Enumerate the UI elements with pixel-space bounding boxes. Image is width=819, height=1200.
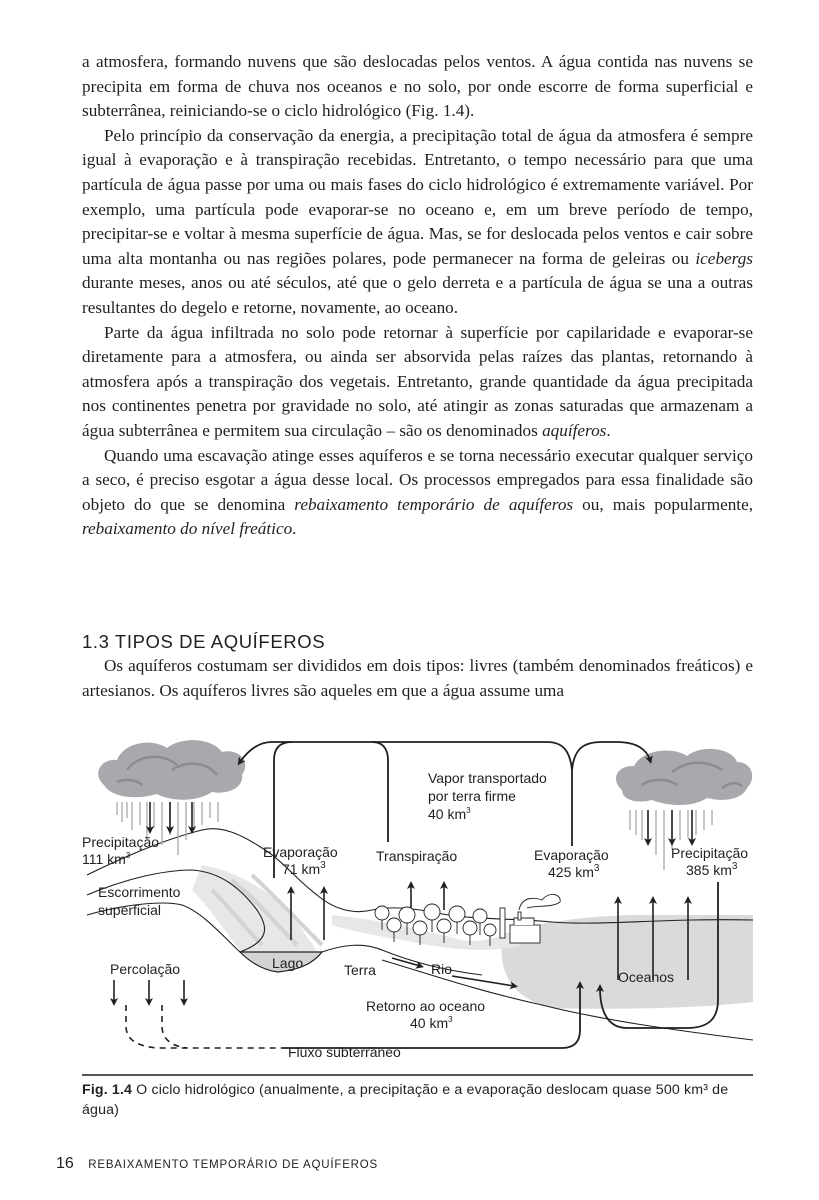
paragraph <box>82 444 753 542</box>
percolation-label: Percolação <box>110 961 181 977</box>
return-label: Retorno ao oceano <box>366 998 486 1014</box>
river-label: Rio <box>431 961 453 977</box>
precip-ocean-value: 385 $km^3$ <box>686 861 738 878</box>
runoff-label-1: Escorrimento <box>98 884 181 900</box>
precip-ocean-label: Precipitação <box>671 845 749 861</box>
body-text-section <box>82 654 753 703</box>
vapor-value: 40 $km^3$ <box>428 806 471 822</box>
figure-caption-text: O ciclo hidrológico (anualmente, a precipitação e a evaporação deslocam quase 500 km³ de água) <box>82 1082 729 1118</box>
text-run: Os aquíferos costumam ser divididos em dois tipos: livres (também denominados freáticos) e artesianos. Os aquíferos livres são aqueles em que a água assume uma <box>82 656 753 700</box>
vapor-label-2: por terra firme <box>428 788 516 804</box>
paragraph <box>82 321 753 444</box>
text-run: Parte da água infiltrada no solo pode retornar à superfície por capilaridade e evaporar-se diretamente para a atmosfera, ou ainda ser absorvida pelas raízes das plantas, retornando à atmosfera após a transpiração dos vegetais. Entretanto, grande quantidade da água precipitada nos continentes penetra por gravidade no solo, até atingir as zonas saturadas que armazenam a água subterrânea e permitem sua circulação – são os denominados <box>82 322 753 440</box>
evap-ocean-label: Evaporação <box>534 847 609 863</box>
text-run: durante meses, anos ou até séculos, até que o gelo derreta e a partícula de água se una a outras resultantes do degelo e retorne, novamente, ao oceano. <box>82 273 753 317</box>
groundwater-label: Fluxo subterrâneo <box>288 1044 401 1060</box>
figure-caption-label: Fig. 1.4 <box>82 1082 133 1098</box>
rain-ocean <box>630 810 712 870</box>
emphasized-text: aquíferos <box>542 420 607 440</box>
evap-land-label: Evaporação <box>263 844 338 860</box>
running-title: REBAIXAMENTO TEMPORÁRIO DE AQUÍFEROS <box>88 1159 378 1171</box>
evap-land-value: 71 $km^3$ <box>282 860 326 877</box>
evap-ocean-value: 425 $km^3$ <box>548 863 600 880</box>
paragraph <box>82 124 753 321</box>
text-run: ou, mais popularmente, <box>573 494 753 514</box>
page-number: 16 <box>56 1155 74 1172</box>
oceans-label: Oceanos <box>618 969 675 985</box>
paragraph <box>82 654 753 703</box>
transpiration-label: Transpiração <box>376 848 458 864</box>
cloud-land-icon <box>98 740 245 800</box>
cloud-ocean-icon <box>616 749 752 805</box>
hydrologic-cycle-diagram <box>82 730 753 1075</box>
text-run: a atmosfera, formando nuvens que são deslocadas pelos ventos. A água contida nas nuvens se precipita em forma de chuva nos oceanos e no solo, por onde escorre de forma superficial e subterrânea, reiniciando-se o ciclo hidrológico (Fig. 1.4). <box>82 52 753 121</box>
vapor-label-1: Vapor transportado <box>428 770 547 786</box>
text-run: . <box>606 420 611 440</box>
text-run: . <box>292 519 297 539</box>
text-run: Pelo princípio da conservação da energia, a precipitação total de água da atmosfera é sempre igual à evaporação e à transpiração recebidas. Entretanto, o tempo necessário para que uma partícula de água passe por uma ou mais fases do ciclo hidrológico é extremamente variável. Por exemplo, uma partícula pode evaporar-se no oceano e, em um breve período de tempo, precipitar-se e voltar à mesma superfície de água. Mas, se for deslocada pelos ventos e cair sobre uma alta montanha ou nas regiões polares, pode permanecer na forma de geleiras ou <box>82 125 753 268</box>
land-label: Terra <box>344 962 376 978</box>
figure-caption <box>82 1080 753 1120</box>
emphasized-text: rebaixamento do nível freático <box>82 519 293 539</box>
section-heading: 1.3 TIPOS DE AQUÍFEROS <box>82 631 326 652</box>
runoff-label-2: superficial <box>98 902 162 918</box>
text-run: Quando uma escavação atinge esses aquíferos e se torna necessário executar qualquer serviço a seco, é preciso esgotar a água desse local. Os processos empregados para essa finalidade são objeto do que se denomina <box>82 445 753 514</box>
hydrologic-cycle-figure <box>82 730 753 1075</box>
page-footer <box>56 1155 378 1173</box>
precip-land-value: 111 $km^3$ <box>82 851 131 867</box>
body-text-top <box>82 50 753 542</box>
figure-divider <box>82 1074 753 1076</box>
emphasized-text: rebaixamento temporário de aquíferos <box>294 494 574 514</box>
return-value: 40 $km^3$ <box>410 1015 453 1031</box>
precip-land-label: Precipitação <box>82 834 160 850</box>
emphasized-text: icebergs <box>695 248 753 268</box>
paragraph <box>82 50 753 124</box>
lake-label: Lago <box>272 955 304 971</box>
